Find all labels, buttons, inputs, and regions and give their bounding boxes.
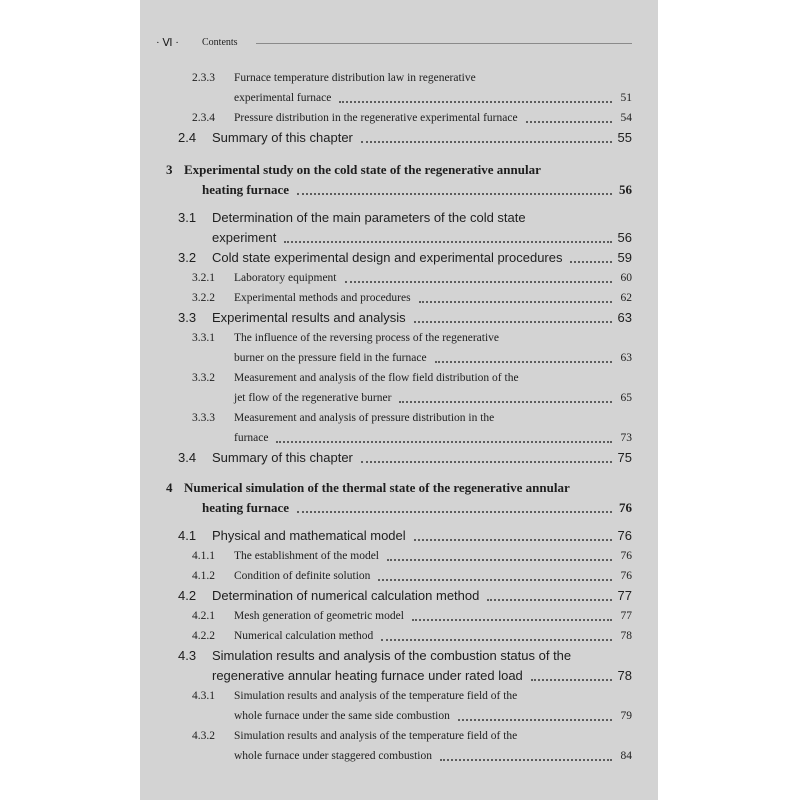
entry-number: 3.4: [178, 450, 197, 465]
entry-page-number: 55: [617, 130, 632, 145]
entry-number: 3.3: [178, 310, 197, 325]
entry-title: Simulation results and analysis of the combustion status of the: [212, 648, 572, 663]
leader-dots: [345, 281, 612, 283]
entry-title: Experimental study on the cold state of the regenerative annular: [184, 162, 541, 177]
entry-page-number: 60: [620, 272, 632, 284]
entry-page-number: 78: [617, 668, 632, 683]
leader-dots: [284, 241, 612, 243]
entry-page-number: 56: [617, 230, 632, 245]
entry-title: Physical and mathematical model: [212, 528, 406, 543]
entry-number: 4.3: [178, 648, 197, 663]
entry-title-continued: jet flow of the regenerative burner: [234, 392, 392, 404]
leader-dots: [387, 559, 612, 561]
entry-title: Determination of numerical calculation method: [212, 588, 480, 603]
entry-title-continued: furnace: [234, 432, 269, 444]
entry-title-continued: experiment: [212, 230, 277, 245]
entry-number: 4.3.1: [192, 690, 215, 702]
entry-number: 4.1: [178, 528, 197, 543]
entry-number: 4.1.1: [192, 550, 215, 562]
leader-dots: [526, 121, 612, 123]
leader-dots: [487, 599, 612, 601]
entry-page-number: 65: [620, 392, 632, 404]
header-title: Contents: [202, 37, 238, 48]
entry-title: Simulation results and analysis of the temperature field of the: [234, 690, 518, 702]
entry-page-number: 54: [620, 112, 632, 124]
leader-dots: [414, 539, 612, 541]
entry-page-number: 63: [617, 310, 632, 325]
leader-dots: [276, 441, 612, 443]
entry-title: Cold state experimental design and experimental procedures: [212, 250, 563, 265]
entry-number: 3.3.2: [192, 372, 215, 384]
entry-page-number: 73: [620, 432, 632, 444]
entry-number: 4.2: [178, 588, 197, 603]
entry-page-number: 84: [620, 750, 632, 762]
entry-number: 4.1.2: [192, 570, 215, 582]
leader-dots: [339, 101, 612, 103]
entry-page-number: 56: [619, 182, 632, 197]
entry-number: 2.3.4: [192, 112, 215, 124]
book-page: [140, 0, 658, 800]
entry-title: Condition of definite solution: [234, 570, 371, 582]
entry-title: Simulation results and analysis of the temperature field of the: [234, 730, 518, 742]
entry-page-number: 76: [617, 528, 632, 543]
entry-number: 2.4: [178, 130, 197, 145]
entry-page-number: 62: [620, 292, 632, 304]
leader-dots: [531, 679, 612, 681]
entry-title-continued: experimental furnace: [234, 92, 332, 104]
entry-title-continued: regenerative annular heating furnace under rated load: [212, 668, 523, 683]
entry-title-continued: whole furnace under the same side combustion: [234, 710, 450, 722]
entry-title: Summary of this chapter: [212, 450, 353, 465]
entry-title: The establishment of the model: [234, 550, 379, 562]
entry-page-number: 77: [620, 610, 632, 622]
entry-page-number: 79: [620, 710, 632, 722]
leader-dots: [361, 461, 612, 463]
entry-title: Mesh generation of geometric model: [234, 610, 404, 622]
entry-title-continued: burner on the pressure field in the furnace: [234, 352, 427, 364]
entry-title: The influence of the reversing process of the regenerative: [234, 332, 500, 344]
entry-title: Experimental results and analysis: [212, 310, 406, 325]
leader-dots: [435, 361, 612, 363]
leader-dots: [399, 401, 612, 403]
leader-dots: [381, 639, 612, 641]
entry-title: Summary of this chapter: [212, 130, 353, 145]
entry-page-number: 76: [620, 550, 632, 562]
entry-title: Measurement and analysis of the flow field distribution of the: [234, 372, 519, 384]
entry-page-number: 63: [620, 352, 632, 364]
entry-page-number: 76: [619, 500, 632, 515]
entry-number: 2.3.3: [192, 72, 215, 84]
header-rule: [256, 43, 632, 44]
entry-title: Determination of the main parameters of the cold state: [212, 210, 526, 225]
entry-title: Experimental methods and procedures: [234, 292, 411, 304]
entry-title: Laboratory equipment: [234, 272, 337, 284]
entry-number: 3.2.1: [192, 272, 215, 284]
entry-number: 3.2: [178, 250, 197, 265]
entry-title: Numerical simulation of the thermal state of the regenerative annular: [184, 480, 570, 495]
entry-title-continued: whole furnace under staggered combustion: [234, 750, 432, 762]
entry-number: 4.2.2: [192, 630, 215, 642]
entry-title: Numerical calculation method: [234, 630, 374, 642]
entry-page-number: 59: [617, 250, 632, 265]
entry-title-continued: heating furnace: [202, 500, 290, 515]
entry-number: 4.2.1: [192, 610, 215, 622]
entry-title: Measurement and analysis of pressure distribution in the: [234, 412, 495, 424]
entry-number: 3: [166, 162, 173, 177]
entry-number: 3.2.2: [192, 292, 215, 304]
leader-dots: [440, 759, 612, 761]
entry-number: 4.3.2: [192, 730, 215, 742]
leader-dots: [414, 321, 612, 323]
entry-number: 3.3.3: [192, 412, 215, 424]
page-number: · Ⅵ ·: [156, 37, 179, 49]
entry-title: Furnace temperature distribution law in regenerative: [234, 72, 476, 84]
leader-dots: [570, 261, 612, 263]
entry-page-number: 75: [617, 450, 632, 465]
leader-dots: [458, 719, 612, 721]
entry-page-number: 76: [620, 570, 632, 582]
entry-page-number: 51: [620, 92, 632, 104]
leader-dots: [297, 511, 612, 513]
running-header: [140, 36, 658, 50]
entry-number: 4: [166, 480, 173, 495]
leader-dots: [378, 579, 612, 581]
entry-title: Pressure distribution in the regenerative experimental furnace: [234, 112, 518, 124]
leader-dots: [419, 301, 612, 303]
entry-number: 3.3.1: [192, 332, 215, 344]
leader-dots: [361, 141, 612, 143]
entry-page-number: 77: [617, 588, 632, 603]
entry-number: 3.1: [178, 210, 197, 225]
leader-dots: [297, 193, 612, 195]
entry-title-continued: heating furnace: [202, 182, 290, 197]
leader-dots: [412, 619, 612, 621]
entry-page-number: 78: [620, 630, 632, 642]
